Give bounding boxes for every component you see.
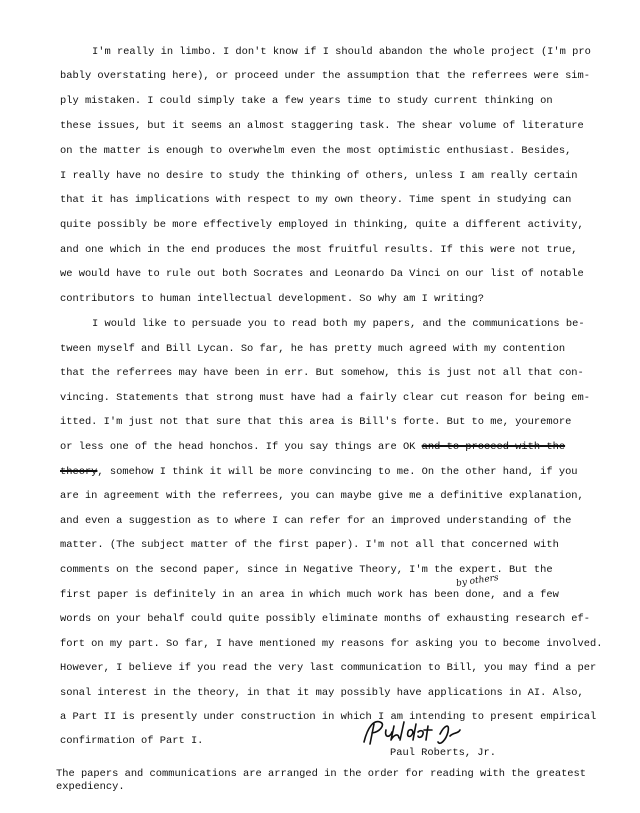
- letter-line-with-strikeout: [60, 441, 565, 454]
- line-text: or less one of the head honchos. If you say things are OK: [60, 441, 422, 453]
- letter-line: I would like to persuade you to read both my papers, and the communications be-: [92, 318, 585, 330]
- letter-line: we would have to rule out both Socrates and Leonardo Da Vinci on our list of notable: [60, 268, 584, 280]
- letter-line: first paper is definitely in an area in which much work has been done, and a few: [60, 589, 559, 601]
- typed-signature: Paul Roberts, Jr.: [390, 747, 497, 759]
- letter-line: that it has implications with respect to my own theory. Time spent in studying can: [60, 194, 572, 206]
- letter-line: tween myself and Bill Lycan. So far, he has pretty much agreed with my contention: [60, 343, 566, 355]
- letter-line: words on your behalf could quite possibly eliminate months of exhausting research ef-: [60, 613, 591, 625]
- letter-line: are in agreement with the referrees, you can maybe give me a definitive explanation,: [60, 490, 584, 502]
- letter-line: matter. (The subject matter of the first paper). I'm not all that concerned with: [60, 539, 559, 551]
- postscript-line: The papers and communications are arranged in the order for reading with the greatest: [56, 768, 587, 780]
- letter-line: these issues, but it seems an almost staggering task. The shear volume of literature: [60, 120, 584, 132]
- letter-line: contributors to human intellectual development. So why am I writing?: [60, 293, 485, 305]
- handwritten-signature: [360, 716, 470, 748]
- letter-line: fort on my part. So far, I have mentioned my reasons for asking you to become involved.: [60, 638, 603, 650]
- letter-line: and even a suggestion as to where I can refer for an improved understanding of the: [60, 515, 572, 527]
- letter-line: that the referrees may have been in err. But somehow, this is just not all that con-: [60, 367, 584, 379]
- struck-text: and to proceed with the: [421, 441, 566, 453]
- letter-line: confirmation of Part I.: [60, 735, 204, 747]
- letter-line: vincing. Statements that strong must have had a fairly clear cut reason for being em-: [60, 392, 591, 404]
- letter-line: bably overstating here), or proceed under the assumption that the referrees were sim-: [60, 70, 591, 82]
- letter-line: comments on the second paper, since in Negative Theory, I'm the expert. But the: [60, 564, 553, 576]
- handwritten-insertion: by others: [455, 573, 500, 589]
- struck-text: theory: [60, 466, 98, 478]
- letter-line: I'm really in limbo. I don't know if I should abandon the whole project (I'm pro: [92, 46, 591, 58]
- letter-line: quite possibly be more effectively employed in thinking, quite a different activity,: [60, 219, 584, 231]
- postscript-line: expediency.: [56, 781, 125, 793]
- letter-line: ply mistaken. I could simply take a few years time to study current thinking on: [60, 95, 553, 107]
- letter-line: a Part II is presently under construction in which I am intending to present empirical: [60, 711, 597, 723]
- letter-line-with-strikeout: [60, 466, 578, 479]
- line-text: , somehow I think it will be more convincing to me. On the other hand, if you: [97, 466, 578, 478]
- letter-line: itted. I'm just not that sure that this area is Bill's forte. But to me, youremore: [60, 416, 572, 428]
- letter-line: and one which in the end produces the most fruitful results. If this were not true,: [60, 244, 578, 256]
- letter-line: on the matter is enough to overwhelm even the most optimistic enthusiast. Besides,: [60, 145, 572, 157]
- letter-line: sonal interest in the theory, in that it may possibly have applications in AI. Also,: [60, 687, 584, 699]
- letter-line: However, I believe if you read the very last communication to Bill, you may find a per: [60, 662, 597, 674]
- letter-line: I really have no desire to study the thinking of others, unless I am really certain: [60, 170, 578, 182]
